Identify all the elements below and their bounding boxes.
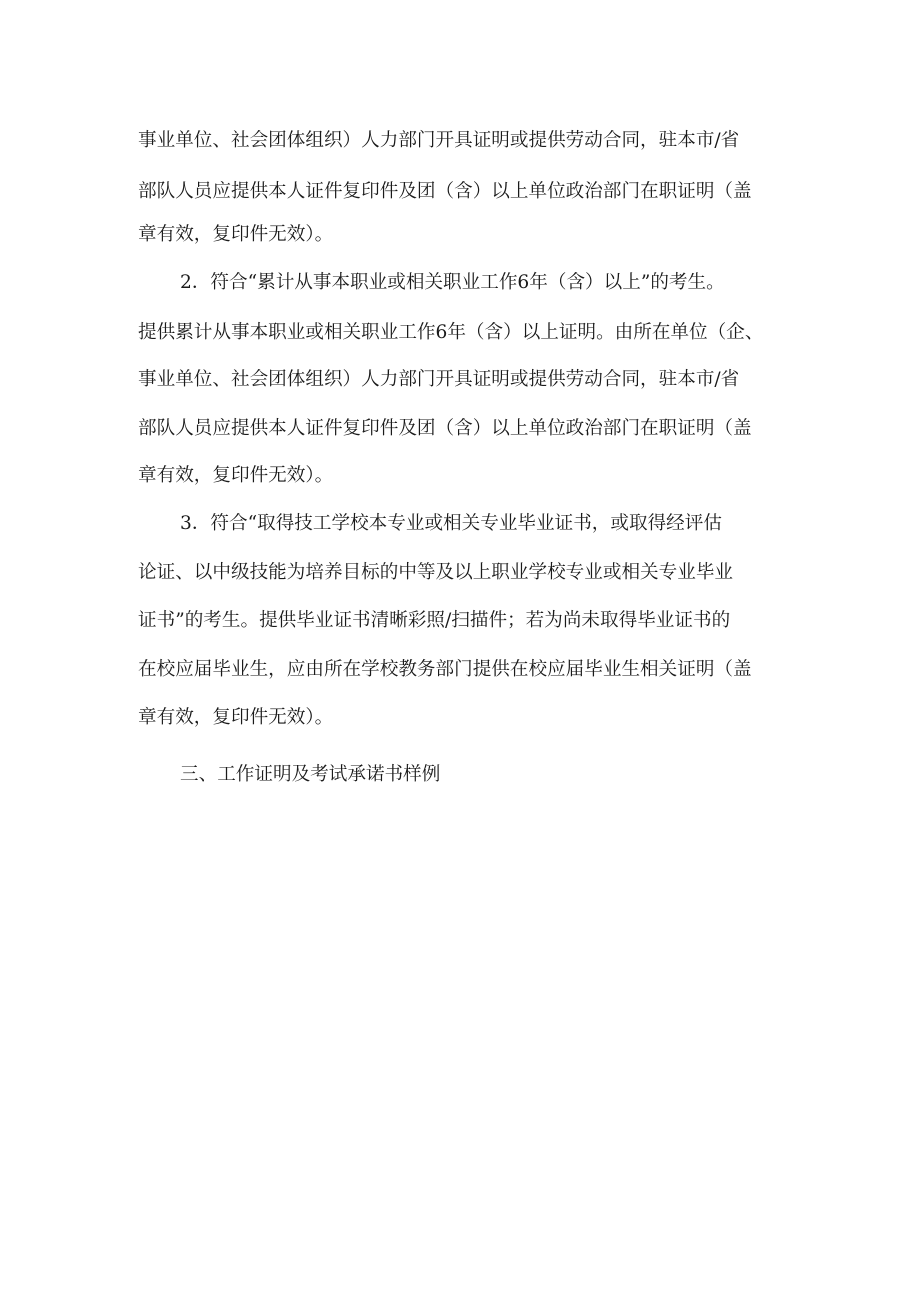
list-item-3-line: 3．符合“取得技工学校本专业或相关专业毕业证书，或取得经评估 xyxy=(180,513,722,534)
paragraph-line: 事业单位、社会团体组织）人力部门开具证明或提供劳动合同，驻本市/省 xyxy=(138,130,740,151)
paragraph-line: 章有效，复印件无效）。 xyxy=(138,465,334,486)
paragraph-line: 章有效，复印件无效）。 xyxy=(138,707,334,728)
paragraph-line: 事业单位、社会团体组织）人力部门开具证明或提供劳动合同，驻本市/省 xyxy=(138,369,740,390)
paragraph-line: 在校应届毕业生，应由所在学校教务部门提供在校应届毕业生相关证明（盖 xyxy=(138,659,752,680)
paragraph-line: 部队人员应提供本人证件复印件及团（含）以上单位政治部门在职证明（盖 xyxy=(138,181,752,202)
paragraph-line: 证书”的考生。提供毕业证书清晰彩照/扫描件；若为尚未取得毕业证书的 xyxy=(138,610,731,631)
paragraph-line: 部队人员应提供本人证件复印件及团（含）以上单位政治部门在职证明（盖 xyxy=(138,418,752,439)
list-item-2-line: 2．符合“累计从事本职业或相关职业工作6年（含）以上”的考生。 xyxy=(180,272,725,293)
paragraph-line: 论证、以中级技能为培养目标的中等及以上职业学校专业或相关专业毕业 xyxy=(138,562,734,583)
paragraph-line: 章有效，复印件无效）。 xyxy=(138,224,334,245)
paragraph-line: 提供累计从事本职业或相关职业工作6年（含）以上证明。由所在单位（企、 xyxy=(138,322,764,343)
section-heading: 三、工作证明及考试承诺书样例 xyxy=(180,764,441,785)
